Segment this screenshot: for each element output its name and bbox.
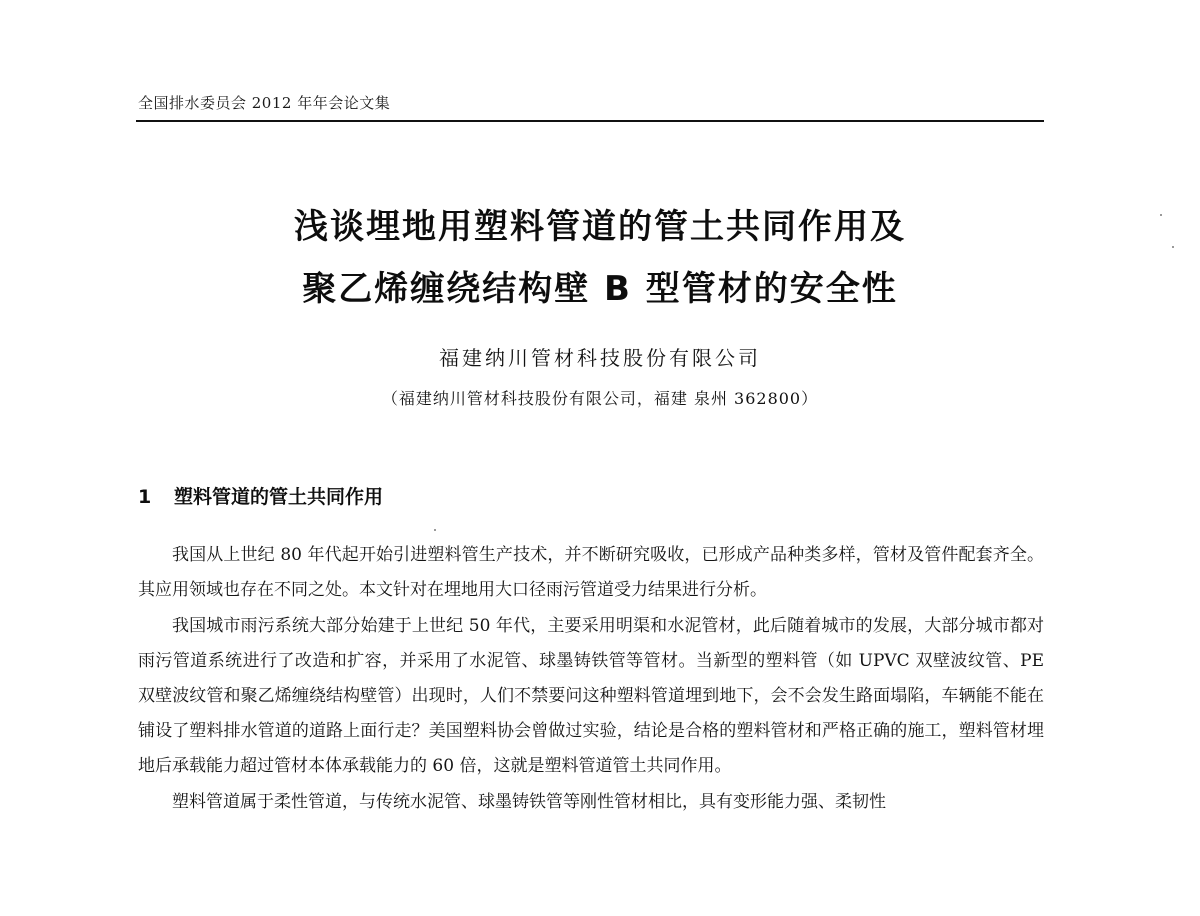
section-number: 1 <box>138 486 152 508</box>
section-heading <box>138 482 383 509</box>
header-rule <box>136 120 1044 122</box>
scan-speck <box>1160 214 1162 216</box>
section-title: 塑料管道的管土共同作用 <box>174 486 384 508</box>
title-line-2: 聚乙烯缠绕结构壁 B 型管材的安全性 <box>302 269 898 309</box>
title-line-1: 浅谈埋地用塑料管道的管土共同作用及 <box>294 207 906 247</box>
title-block <box>0 196 1200 320</box>
paragraph: 我国城市雨污系统大部分始建于上世纪 50 年代，主要采用明渠和水泥管材，此后随着城市的发展，大部分城市都对雨污管道系统进行了改造和扩容，并采用了水泥管、球墨铸铁管等管材。当新型的塑料管（如 UPVC 双壁波纹管、PE 双壁波纹管和聚乙烯缠绕结构壁管）出现时，人们不禁要问这种塑料管道埋到地下，会不会发生路面塌陷，车辆能不能在铺设了塑料排水管道的道路上面行走？美国塑料协会曾做过实验，结论是合格的塑料管材和严格正确的施工，塑料管材埋地后承载能力超过管材本体承载能力的 60 倍，这就是塑料管道管土共同作用。 <box>138 616 1044 776</box>
paragraph: 我国从上世纪 80 年代起开始引进塑料管生产技术，并不断研究吸收，已形成产品种类多样，管材及管件配套齐全。其应用领域也存在不同之处。本文针对在埋地用大口径雨污管道受力结果进行分析。 <box>138 545 1044 600</box>
affiliation: （福建纳川管材科技股份有限公司，福建 泉州 362800） <box>381 389 819 408</box>
body-text <box>138 538 1044 821</box>
author: 福建纳川管材科技股份有限公司 <box>439 346 761 370</box>
scan-speck <box>1172 246 1174 248</box>
scan-speck <box>434 529 436 531</box>
running-header: 全国排水委员会 2012 年年会论文集 <box>138 94 391 112</box>
paragraph: 塑料管道属于柔性管道，与传统水泥管、球墨铸铁管等刚性管材相比，具有变形能力强、柔韧性 <box>172 792 886 812</box>
